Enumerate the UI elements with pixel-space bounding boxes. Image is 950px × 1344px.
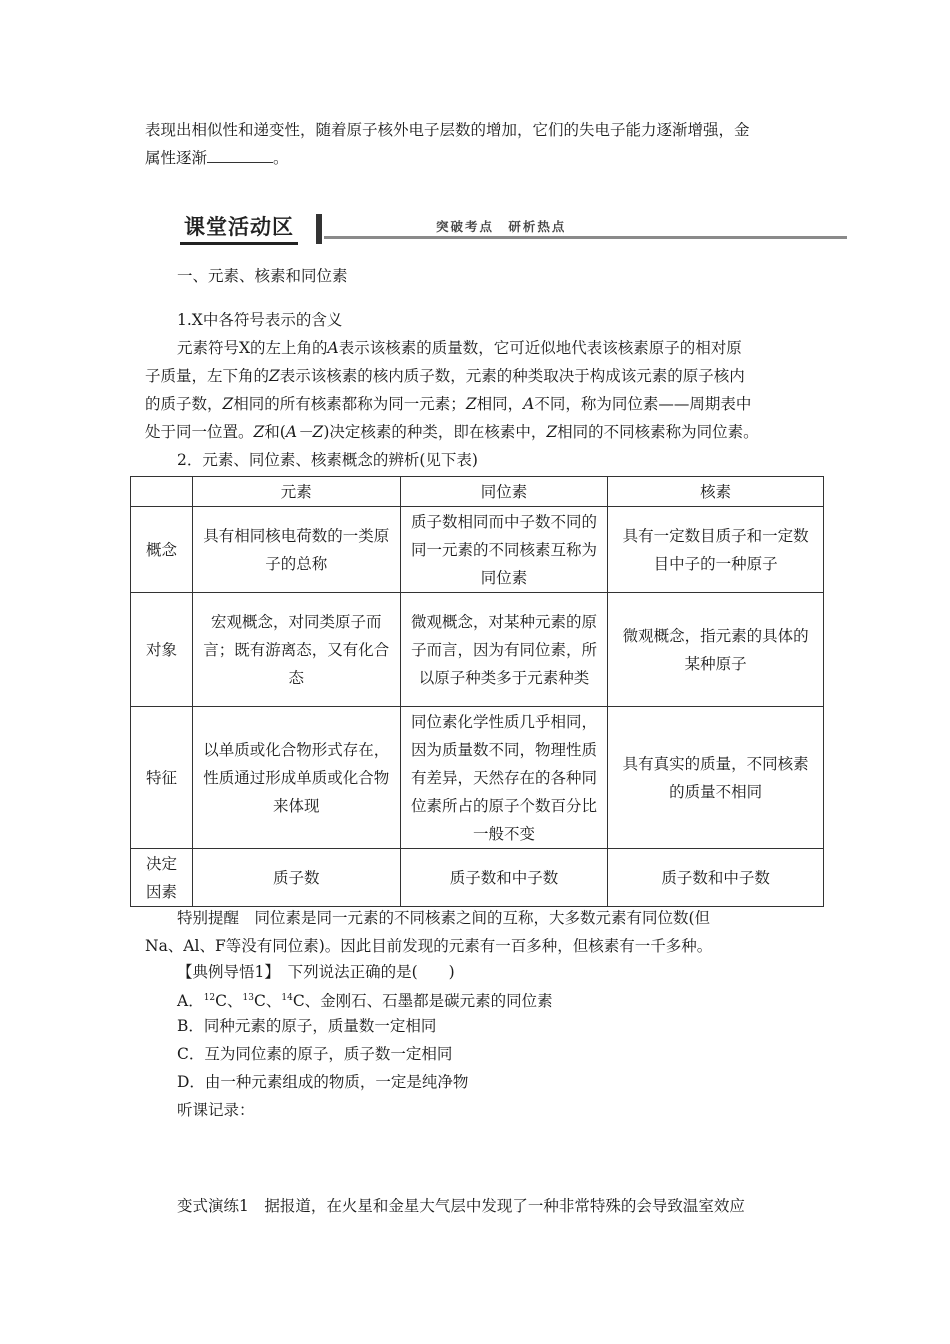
top-text-line2: [145, 144, 810, 172]
table-header-cell: 元素: [192, 477, 400, 507]
row-label: 决定因素: [131, 849, 193, 907]
item1-text: 处于同一位置。: [145, 423, 254, 441]
symbol-z: Z: [253, 423, 265, 441]
top-text-line1: 表现出相似性和递变性，随着原子核外电子层数的增加，它们的失电子能力逐渐增强，金: [145, 121, 750, 139]
option-a: [177, 984, 817, 1015]
item1-text: 表示该核素的质量数，它可近似地代表该核素原子的相对原: [338, 339, 742, 357]
table-cell: 具有相同核电荷数的一类原子的总称: [192, 507, 400, 593]
table-cell: 微观概念，指元素的具体的某种原子: [608, 593, 824, 707]
item1-text: 相同的所有核素都称为同一元素；: [233, 395, 466, 413]
item1-text: 相同，: [476, 395, 524, 413]
row-label: 特征: [131, 707, 193, 849]
symbol-z: Z: [222, 395, 234, 413]
table-cell: 具有真实的质量，不同核素的质量不相同: [608, 707, 824, 849]
symbol-a: A: [523, 395, 535, 413]
item1-title: 1.X中各符号表示的含义: [177, 311, 343, 329]
banner-rule: [324, 236, 847, 239]
top-text-line2-start: 属性逐渐: [145, 149, 208, 167]
top-text-line2-end: 。: [273, 149, 289, 167]
option-a-text: C、: [253, 992, 282, 1010]
table-row: [131, 849, 824, 907]
item1-line2: [145, 362, 810, 390]
section-heading: 一、元素、核素和同位素: [177, 267, 348, 285]
item2-title: 2．元素、同位素、核素概念的辨析(见下表): [177, 451, 478, 469]
item1-text: )决定核素的种类，即在核素中，: [323, 423, 547, 441]
note-line2: Na、Al、F等没有同位素)。因此目前发现的元素有一百多种，但核素有一千多种。: [145, 937, 713, 955]
symbol-z: Z: [465, 395, 477, 413]
table-cell: 微观概念，对某种元素的原子而言，因为有同位素，所以原子种类多于元素种类: [400, 593, 608, 707]
item1-text: 相同的不同核素称为同位素。: [557, 423, 759, 441]
symbol-z: Z: [546, 423, 558, 441]
row-label: 概念: [131, 507, 193, 593]
item1-line3: [145, 390, 810, 418]
table-cell: 质子数和中子数: [400, 849, 608, 907]
table-cell: 质子数相同而中子数不同的同一元素的不同核素互称为同位素: [400, 507, 608, 593]
table-header-cell: [131, 477, 193, 507]
option-a-text: C、金刚石、石墨都是碳元素的同位素: [292, 992, 553, 1010]
table-cell: 质子数和中子数: [608, 849, 824, 907]
table-cell: 宏观概念，对同类原子而言；既有游离态，又有化合态: [192, 593, 400, 707]
fill-blank[interactable]: [207, 148, 273, 163]
item1-text: 的质子数，: [145, 395, 223, 413]
table-header-row: [131, 477, 824, 507]
table-row: [131, 707, 824, 849]
section-banner: [180, 212, 847, 246]
symbol-a: A: [327, 339, 339, 357]
item1-text: 表示该核素的核内质子数，元素的种类取决于构成该元素的原子核内: [279, 367, 745, 385]
example-title: 【典例导悟1】 下列说法正确的是( ): [177, 963, 455, 981]
comparison-table: [130, 476, 824, 907]
row-label: 对象: [131, 593, 193, 707]
banner-subtitle: 突破考点 研析热点: [436, 219, 567, 234]
item1-text: 和(: [264, 423, 286, 441]
table-row: [131, 507, 824, 593]
variant-exercise: 变式演练1 据报道，在火星和金星大气层中发现了一种非常特殊的会导致温室效应: [177, 1197, 745, 1215]
item1-line4: [145, 418, 810, 446]
option-a-prefix: A．: [177, 992, 204, 1010]
option-d: D．由一种元素组成的物质，一定是纯净物: [177, 1073, 469, 1091]
symbol-z: Z: [269, 367, 280, 385]
record-label: 听课记录：: [177, 1101, 255, 1119]
table-cell: 同位素化学性质几乎相同，因为质量数不同，物理性质有差异，天然存在的各种同位素所占的原子个数百分比一般不变: [400, 707, 608, 849]
table-row: [131, 593, 824, 707]
table-header-cell: 同位素: [400, 477, 608, 507]
table-cell: 具有一定数目质子和一定数目中子的一种原子: [608, 507, 824, 593]
superscript-14: 14: [281, 993, 293, 1003]
item1-line1: [177, 334, 817, 362]
banner-bar: [316, 214, 322, 244]
note-line1: 特别提醒 同位素是同一元素的不同核素之间的互称，大多数元素有同位数(但: [177, 909, 711, 927]
banner-title: 课堂活动区: [180, 212, 298, 245]
symbol-a-minus-z: A－Z: [285, 423, 324, 441]
item1-text: 子质量，左下角的: [145, 367, 270, 385]
table-cell: 质子数: [192, 849, 400, 907]
superscript-13: 13: [242, 993, 254, 1003]
table-header-cell: 核素: [608, 477, 824, 507]
table-cell: 以单质或化合物形式存在，性质通过形成单质或化合物来体现: [192, 707, 400, 849]
option-b: B．同种元素的原子，质量数一定相同: [177, 1017, 437, 1035]
item1-text: 不同，称为同位素——周期表中: [534, 395, 752, 413]
superscript-12: 12: [203, 993, 216, 1003]
option-a-text: C、: [215, 992, 243, 1010]
item1-text: 元素符号X的左上角的: [177, 339, 328, 357]
option-c: C．互为同位素的原子，质子数一定相同: [177, 1045, 453, 1063]
